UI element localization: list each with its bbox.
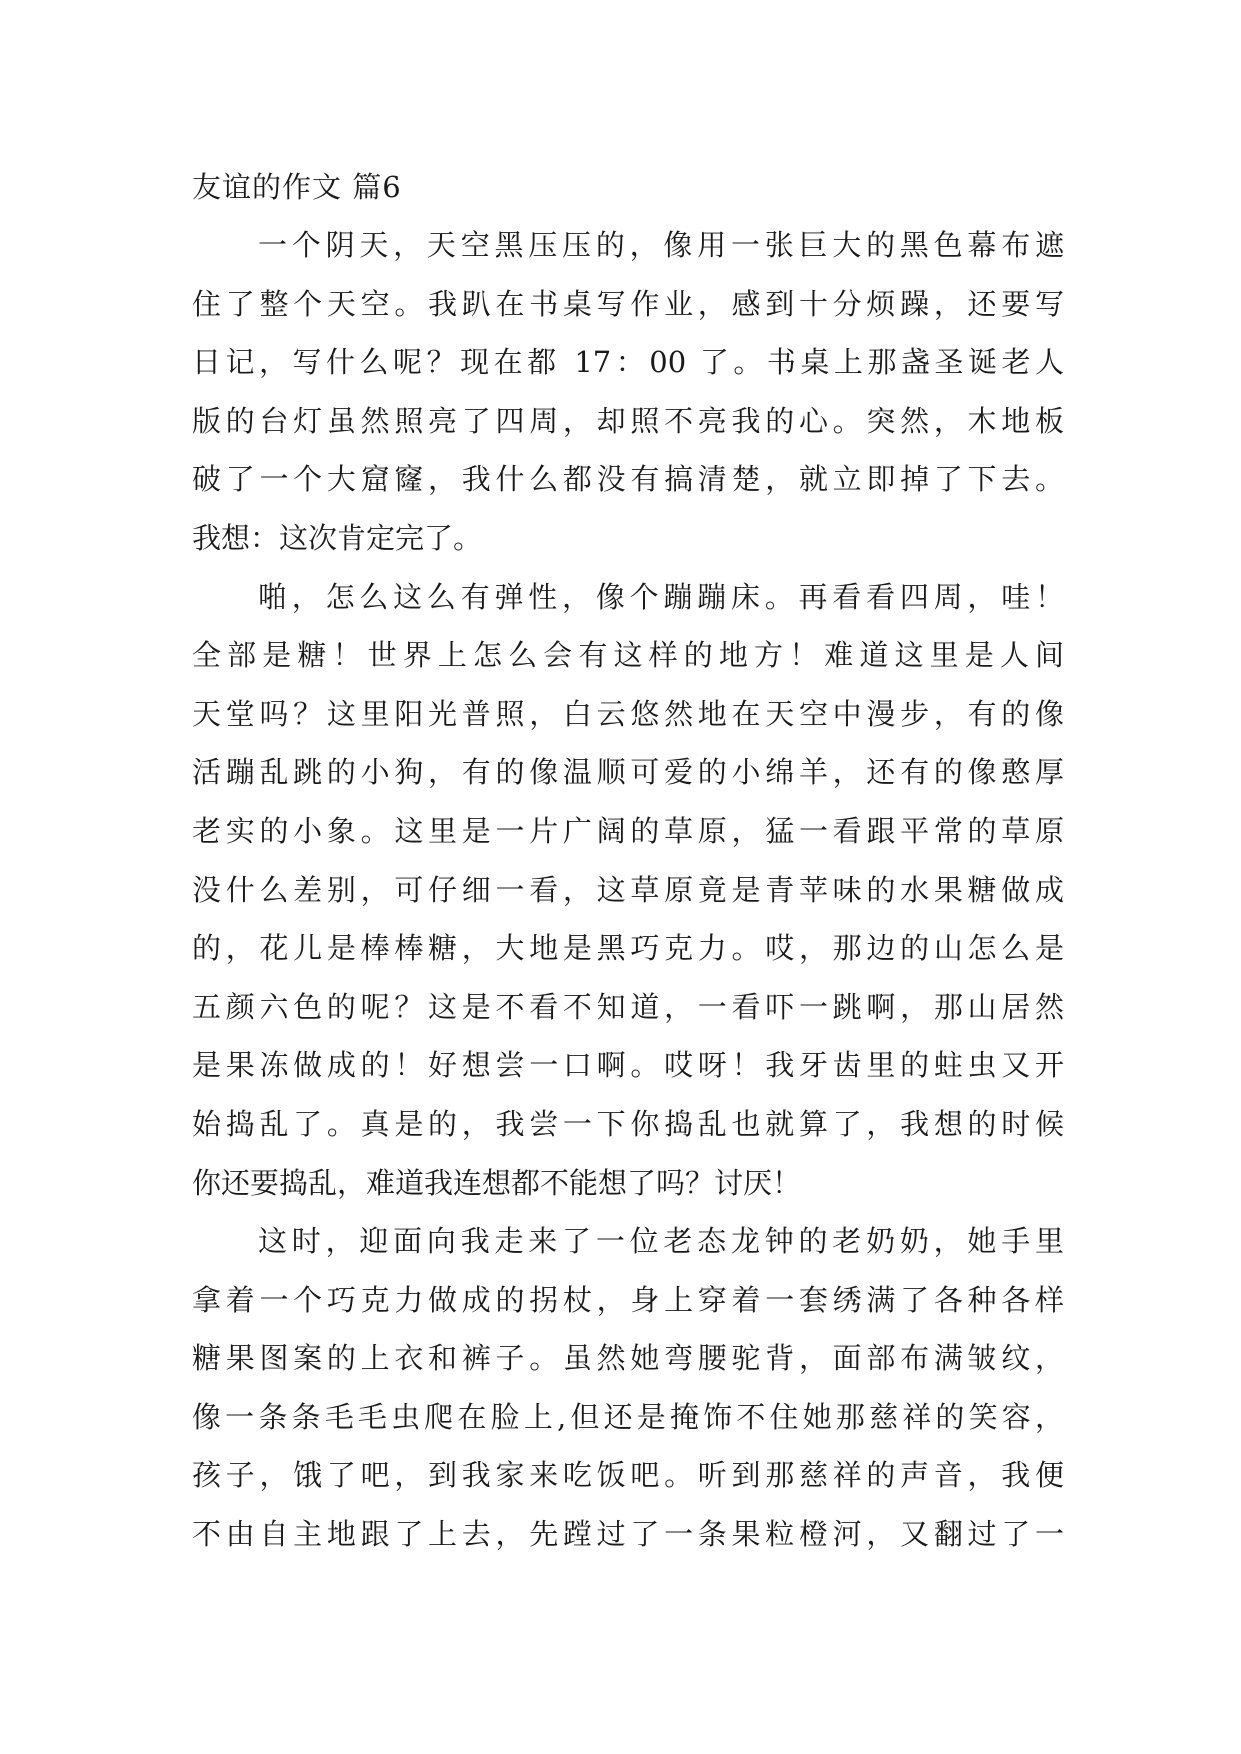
text-line: 啪，怎么这么有弹性，像个蹦蹦床。再看看四周，哇！ bbox=[258, 579, 1064, 614]
text-line: 孩子，饿了吧，到我家来吃饭吧。听到那慈祥的声音，我便 bbox=[192, 1458, 1064, 1493]
text-line: 的，花儿是棒棒糖，大地是黑巧克力。哎，那边的山怎么是 bbox=[192, 931, 1064, 966]
paragraph-3 bbox=[192, 1212, 1064, 1564]
text-line: 像一条条毛毛虫爬在脸上,但还是掩饰不住她那慈祥的笑容， bbox=[192, 1399, 1064, 1434]
text-line: 全部是糖！世界上怎么会有这样的地方！难道这里是人间 bbox=[192, 638, 1064, 673]
text-line: 住了整个天空。我趴在书桌写作业，感到十分烦躁，还要写 bbox=[192, 286, 1064, 321]
text-line: 你还要捣乱，难道我连想都不能想了吗？讨厌！ bbox=[192, 1165, 802, 1200]
text-line: 始捣乱了。真是的，我尝一下你捣乱也就算了，我想的时候 bbox=[192, 1106, 1064, 1141]
text-line: 破了一个大窟窿，我什么都没有搞清楚，就立即掉了下去。 bbox=[192, 462, 1064, 497]
text-line: 是果冻做成的！好想尝一口啊。哎呀！我牙齿里的蛀虫又开 bbox=[192, 1048, 1064, 1083]
text-line: 版的台灯虽然照亮了四周，却照不亮我的心。突然，木地板 bbox=[192, 403, 1064, 438]
article-body bbox=[192, 158, 1064, 1564]
text-line: 拿着一个巧克力做成的拐杖，身上穿着一套绣满了各种各样 bbox=[192, 1282, 1064, 1317]
text-line: 这时，迎面向我走来了一位老态龙钟的老奶奶，她手里 bbox=[258, 1224, 1064, 1259]
article-title: 友谊的作文 篇6 bbox=[192, 170, 402, 204]
text-line: 日记，写什么呢？现在都 17：00 了。书桌上那盏圣诞老人 bbox=[192, 345, 1064, 380]
text-line: 活蹦乱跳的小狗，有的像温顺可爱的小绵羊，还有的像憨厚 bbox=[192, 755, 1064, 790]
text-line: 五颜六色的呢？这是不看不知道，一看吓一跳啊，那山居然 bbox=[192, 989, 1064, 1024]
text-line: 糖果图案的上衣和裤子。虽然她弯腰驼背，面部布满皱纹， bbox=[192, 1341, 1064, 1376]
text-line: 没什么差别，可仔细一看，这草原竟是青苹味的水果糖做成 bbox=[192, 872, 1064, 907]
text-line: 不由自主地跟了上去，先蹚过了一条果粒橙河，又翻过了一 bbox=[192, 1517, 1064, 1552]
text-line: 一个阴天，天空黑压压的，像用一张巨大的黑色幕布遮 bbox=[258, 228, 1064, 262]
text-line: 天堂吗？这里阳光普照，白云悠然地在天空中漫步，有的像 bbox=[192, 696, 1064, 731]
paragraph-2 bbox=[192, 568, 1064, 1213]
text-line: 我想：这次肯定完了。 bbox=[192, 520, 483, 555]
paragraph-1 bbox=[192, 216, 1064, 568]
text-line: 老实的小象。这里是一片广阔的草原，猛一看跟平常的草原 bbox=[192, 813, 1064, 848]
